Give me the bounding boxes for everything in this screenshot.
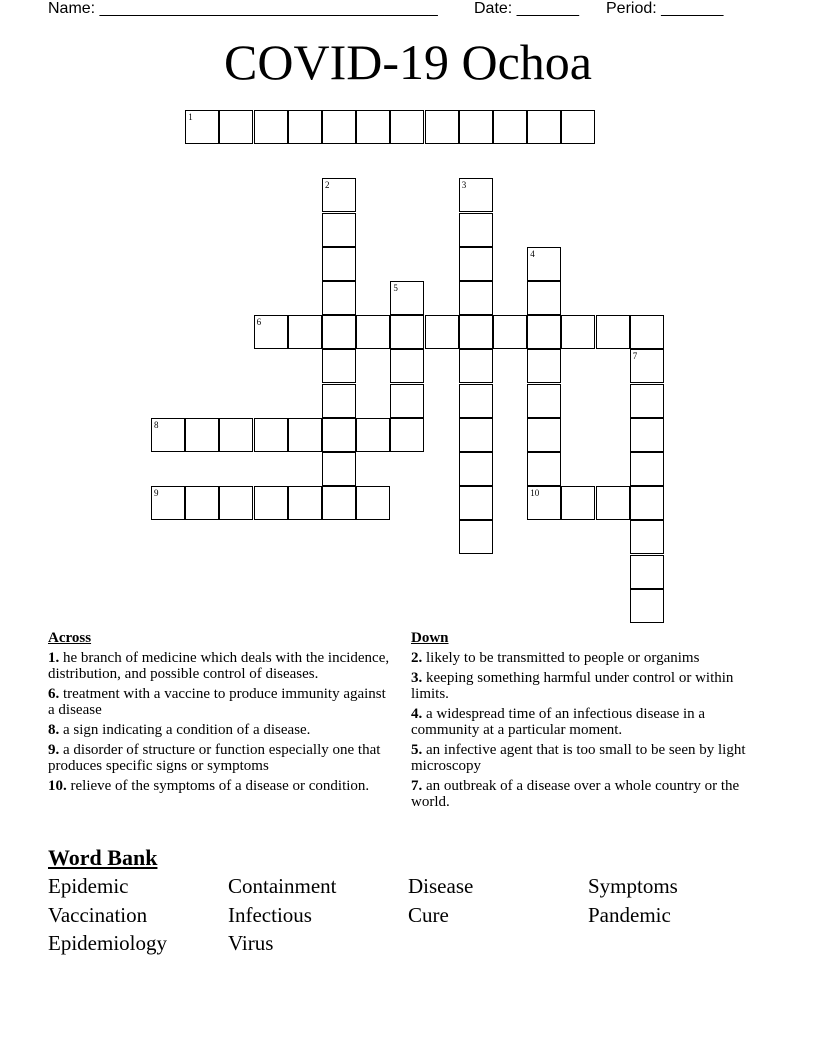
across-clue-6: 6. treatment with a vaccine to produce immunity against a disease <box>48 686 386 718</box>
crossword-cell[interactable] <box>561 315 595 349</box>
crossword-cell[interactable] <box>288 110 322 144</box>
crossword-cell[interactable] <box>390 384 424 418</box>
crossword-cell[interactable] <box>527 281 561 315</box>
crossword-cell[interactable] <box>459 213 493 247</box>
crossword-cell[interactable] <box>630 315 664 349</box>
down-heading: Down <box>411 630 449 646</box>
crossword-cell[interactable] <box>596 315 630 349</box>
word-bank-item: Pandemic <box>588 903 671 927</box>
cell-number: 7 <box>632 351 638 362</box>
crossword-cell[interactable] <box>356 315 390 349</box>
crossword-cell[interactable] <box>459 247 493 281</box>
across-clue-8: 8. a sign indicating a condition of a disease. <box>48 722 311 738</box>
crossword-cell[interactable] <box>630 418 664 452</box>
crossword-cell[interactable] <box>630 589 664 623</box>
crossword-cell[interactable] <box>561 110 595 144</box>
crossword-cell[interactable] <box>459 110 493 144</box>
crossword-cell[interactable] <box>527 384 561 418</box>
crossword-cell[interactable] <box>459 384 493 418</box>
crossword-cell[interactable] <box>527 418 561 452</box>
period-field[interactable]: Period: _______ <box>606 0 724 17</box>
crossword-cell[interactable] <box>288 315 322 349</box>
crossword-cell[interactable] <box>322 247 356 281</box>
crossword-cell[interactable] <box>185 486 219 520</box>
crossword-cell[interactable] <box>425 110 459 144</box>
down-clue-7: 7. an outbreak of a disease over a whole country or the world. <box>411 778 740 810</box>
cell-number: 4 <box>530 248 535 259</box>
crossword-cell[interactable] <box>390 418 424 452</box>
crossword-cell[interactable] <box>459 520 493 554</box>
crossword-cell[interactable] <box>322 110 356 144</box>
word-bank-item: Symptoms <box>588 874 678 898</box>
crossword-cell[interactable] <box>254 110 288 144</box>
crossword-cell[interactable] <box>356 486 390 520</box>
crossword-cell[interactable] <box>630 452 664 486</box>
crossword-cell[interactable] <box>630 384 664 418</box>
crossword-cell[interactable] <box>254 418 288 452</box>
crossword-cell[interactable] <box>322 418 356 452</box>
crossword-cell[interactable] <box>322 315 356 349</box>
word-bank-item: Infectious <box>228 903 312 927</box>
crossword-cell[interactable] <box>630 349 664 383</box>
crossword-cell[interactable] <box>527 315 561 349</box>
crossword-cell[interactable] <box>356 110 390 144</box>
word-bank-item: Cure <box>408 903 449 927</box>
crossword-cell[interactable] <box>322 349 356 383</box>
crossword-cell[interactable] <box>322 486 356 520</box>
crossword-cell[interactable] <box>527 110 561 144</box>
date-field[interactable]: Date: _______ <box>474 0 579 17</box>
crossword-cell[interactable] <box>254 486 288 520</box>
crossword-cell[interactable] <box>390 110 424 144</box>
word-bank-item: Virus <box>228 931 274 955</box>
crossword-cell[interactable] <box>390 315 424 349</box>
crossword-cell[interactable] <box>596 486 630 520</box>
crossword-cell[interactable] <box>219 110 253 144</box>
crossword-cell[interactable] <box>185 110 219 144</box>
cell-number: 9 <box>154 488 159 499</box>
crossword-cell[interactable] <box>219 486 253 520</box>
crossword-cell[interactable] <box>322 384 356 418</box>
word-bank-item: Containment <box>228 874 337 898</box>
word-bank-item: Epidemiology <box>48 931 167 955</box>
cell-number: 3 <box>461 180 467 191</box>
down-clue-4: 4. a widespread time of an infectious disease in a community at a particular moment. <box>411 706 706 738</box>
cell-number: 5 <box>393 283 398 293</box>
crossword-cell[interactable] <box>493 315 527 349</box>
across-clue-10: 10. relieve of the symptoms of a disease or condition. <box>48 778 370 794</box>
crossword-cell[interactable] <box>459 178 493 212</box>
crossword-cell[interactable] <box>527 349 561 383</box>
crossword-cell[interactable] <box>527 452 561 486</box>
crossword-cell[interactable] <box>459 418 493 452</box>
word-bank-item: Vaccination <box>48 903 148 927</box>
down-clue-3: 3. keeping something harmful under control or within limits. <box>411 670 734 702</box>
crossword-cell[interactable] <box>561 486 595 520</box>
crossword-cell[interactable] <box>459 281 493 315</box>
down-clues <box>411 630 751 814</box>
crossword-cell[interactable] <box>322 178 356 212</box>
crossword-cell[interactable] <box>425 315 459 349</box>
crossword-cell[interactable] <box>254 315 288 349</box>
crossword-cell[interactable] <box>459 486 493 520</box>
word-bank-item: Epidemic <box>48 874 129 898</box>
down-clue-2: 2. likely to be transmitted to people or organims <box>411 650 700 666</box>
crossword-cell[interactable] <box>527 247 561 281</box>
crossword-cell[interactable] <box>288 418 322 452</box>
crossword-cell[interactable] <box>219 418 253 452</box>
cell-number: 8 <box>154 419 159 430</box>
across-clues <box>48 630 393 798</box>
across-clue-9: 9. a disorder of structure or function especially one that produces specific signs or symptoms <box>48 742 381 774</box>
crossword-cell[interactable] <box>390 349 424 383</box>
crossword-cell[interactable] <box>459 315 493 349</box>
cell-number: 6 <box>256 317 262 328</box>
crossword-cell[interactable] <box>390 281 424 315</box>
crossword-cell[interactable] <box>322 213 356 247</box>
crossword-cell[interactable] <box>356 418 390 452</box>
across-heading: Across <box>48 630 92 646</box>
crossword-cell[interactable] <box>630 520 664 554</box>
cell-number: 2 <box>325 180 330 191</box>
crossword-cell[interactable] <box>322 281 356 315</box>
crossword-cell[interactable] <box>288 486 322 520</box>
word-bank-title: Word Bank <box>48 845 158 870</box>
down-clue-5: 5. an infective agent that is too small to be seen by light microscopy <box>411 742 746 774</box>
crossword-cell[interactable] <box>630 486 664 520</box>
page-title: COVID-19 Ochoa <box>224 34 592 90</box>
cell-number: 1 <box>188 112 193 122</box>
crossword-cell[interactable] <box>493 110 527 144</box>
crossword-cell[interactable] <box>322 452 356 486</box>
crossword-cell[interactable] <box>185 418 219 452</box>
cell-number: 10 <box>530 488 540 499</box>
word-bank-item: Disease <box>408 874 474 898</box>
crossword-cell[interactable] <box>151 486 185 520</box>
crossword-cell[interactable] <box>527 486 561 520</box>
across-clue-1: 1. he branch of medicine which deals with the incidence, distribution, and possible control of diseases. <box>48 650 390 682</box>
crossword-cell[interactable] <box>459 349 493 383</box>
crossword-cell[interactable] <box>151 418 185 452</box>
name-field[interactable]: Name: ______________________________________ <box>48 0 438 17</box>
crossword-cell[interactable] <box>459 452 493 486</box>
crossword-cell[interactable] <box>630 555 664 589</box>
